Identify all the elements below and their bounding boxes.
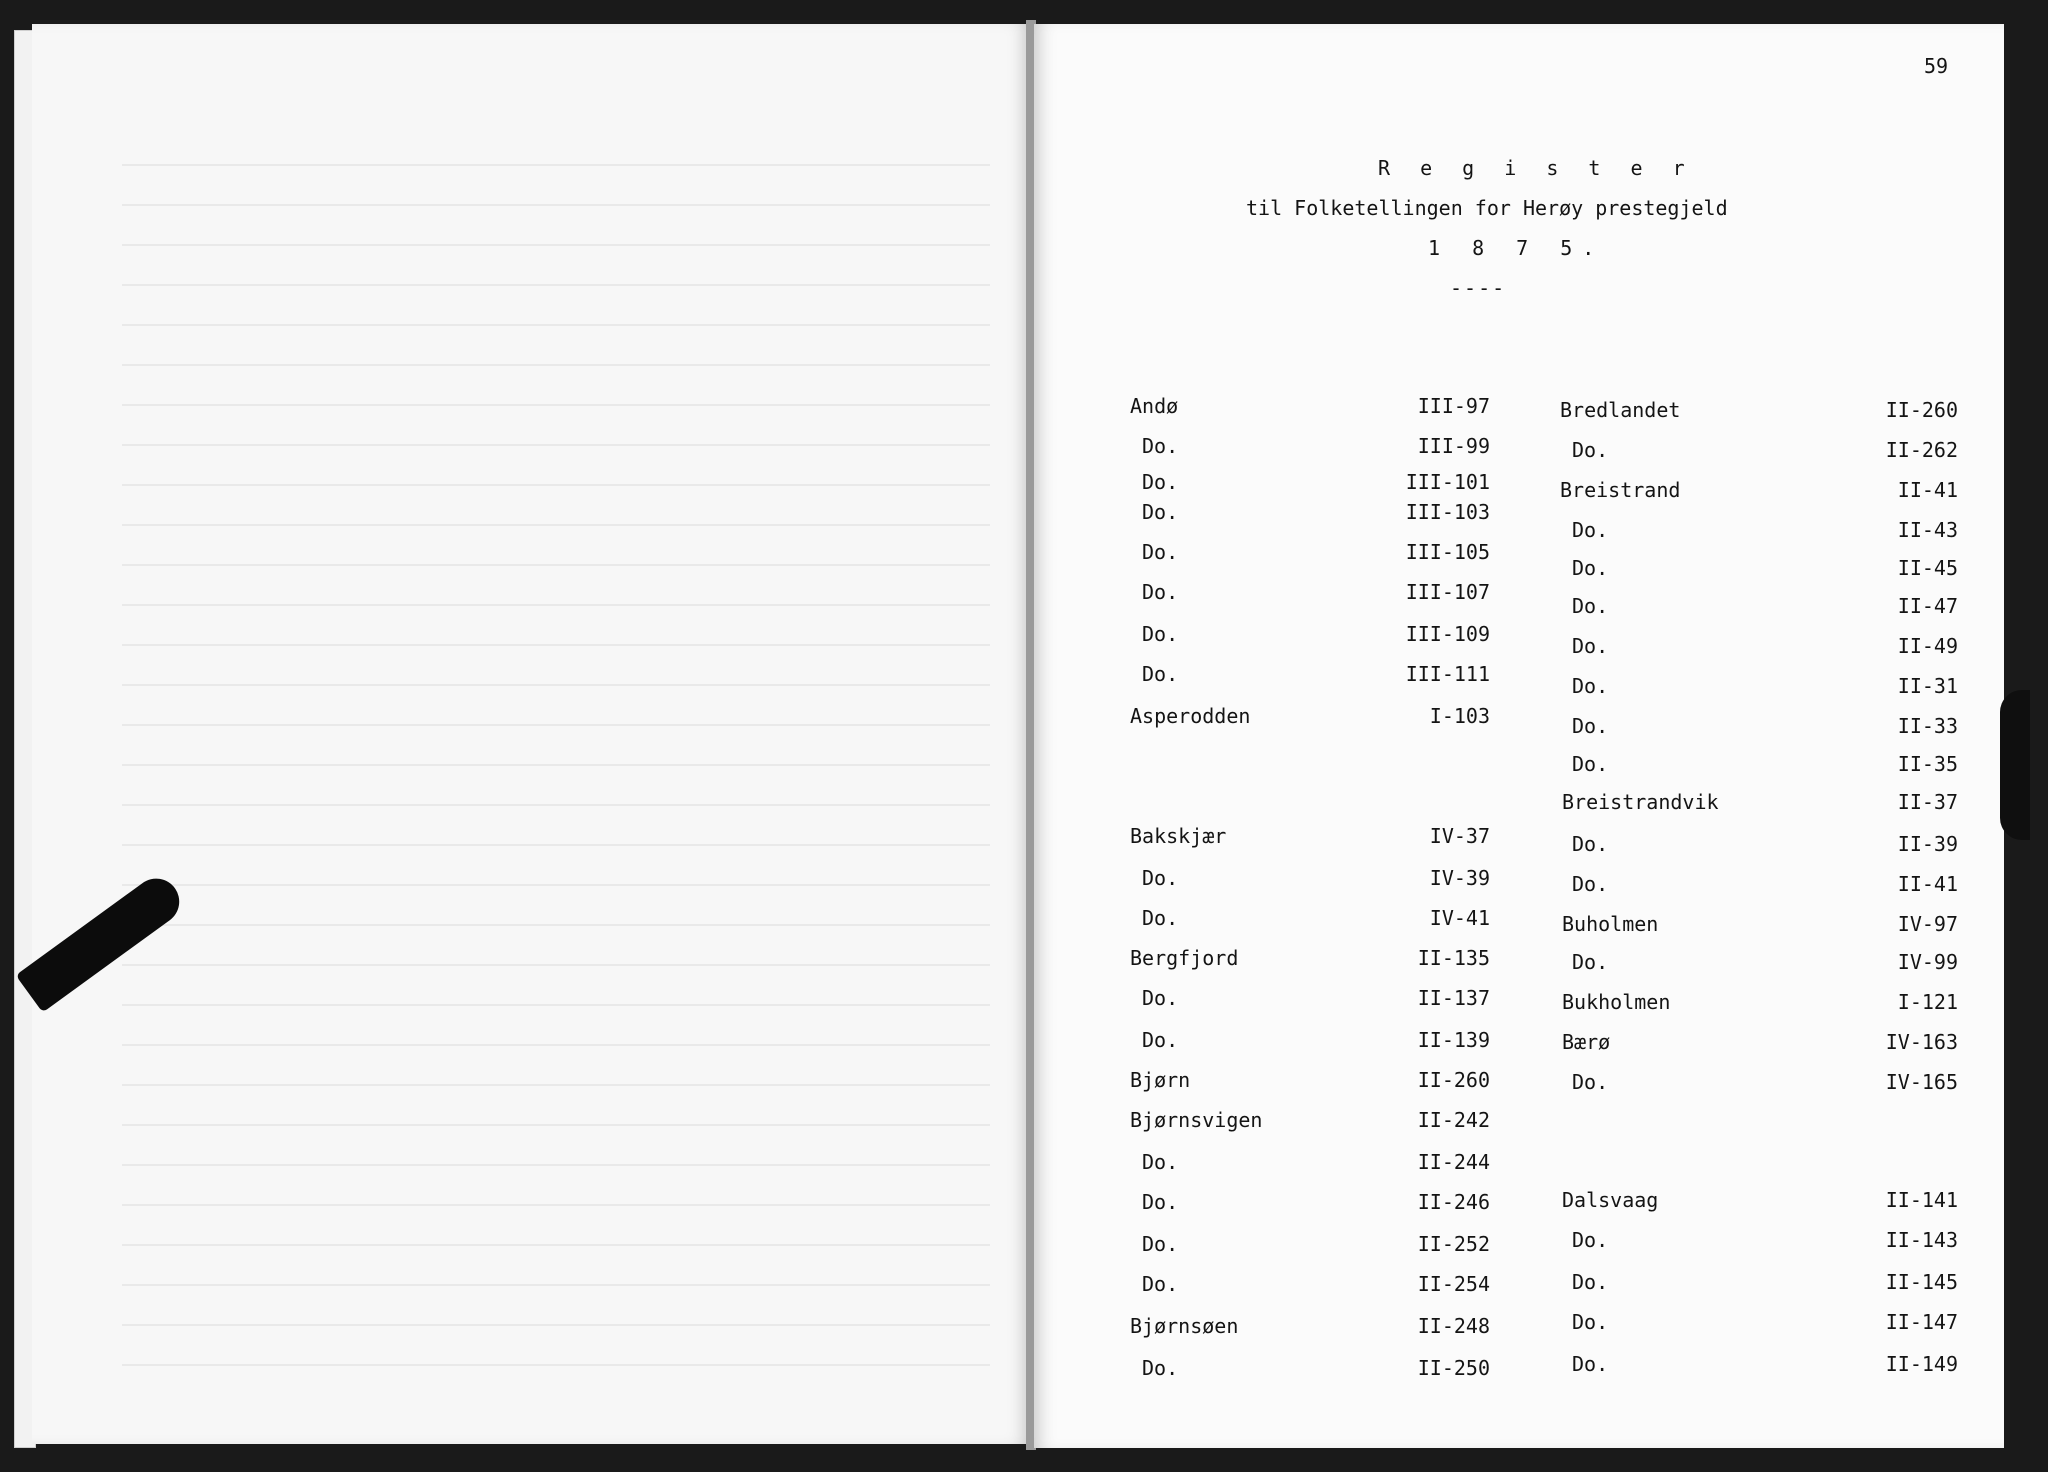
register-entry-reference: II-45	[1897, 556, 1958, 580]
register-entry-reference: III-109	[1405, 622, 1490, 646]
register-subtitle: til Folketellingen for Herøy prestegjeld	[1246, 196, 1728, 220]
page-tab	[2000, 690, 2030, 840]
register-entry-reference: II-47	[1897, 594, 1958, 618]
register-entry-reference: III-111	[1405, 662, 1490, 686]
register-entry-reference: II-43	[1897, 518, 1958, 542]
register-entry-name: Asperodden	[1130, 704, 1251, 728]
register-entry-name: Do.	[1142, 434, 1179, 458]
register-entry-reference: II-248	[1417, 1314, 1490, 1338]
register-entry-name: Do.	[1142, 470, 1179, 494]
register-entry-name: Bergfjord	[1130, 946, 1239, 970]
register-entry-reference: II-31	[1897, 674, 1958, 698]
page-number: 59	[1924, 54, 1949, 78]
register-entry-name: Do.	[1572, 1352, 1609, 1376]
register-entry-reference: III-107	[1405, 580, 1490, 604]
register-entry-reference: I-103	[1429, 704, 1490, 728]
register-entry-reference: II-41	[1897, 872, 1958, 896]
register-entry-name: Breistrand	[1560, 478, 1681, 502]
register-entry-name: Do.	[1142, 1190, 1179, 1214]
register-entry-name: Do.	[1142, 1232, 1179, 1256]
register-entry-name: Do.	[1572, 752, 1609, 776]
register-entry-name: Bjørn	[1130, 1068, 1191, 1092]
register-entry-name: Do.	[1142, 866, 1179, 890]
register-title: R e g i s t e r	[1378, 156, 1694, 180]
register-entry-name: Breistrandvik	[1562, 790, 1719, 814]
register-entry-name: Do.	[1572, 556, 1609, 580]
bleed-through-text	[32, 24, 1030, 1444]
register-entry-name: Bakskjær	[1130, 824, 1227, 848]
register-entry-reference: II-250	[1417, 1356, 1490, 1380]
register-entry-reference: II-39	[1897, 832, 1958, 856]
register-entry-reference: II-254	[1417, 1272, 1490, 1296]
register-entry-reference: IV-165	[1885, 1070, 1958, 1094]
register-entry-name: Dalsvaag	[1562, 1188, 1659, 1212]
register-entry-name: Do.	[1142, 540, 1179, 564]
register-entry-reference: III-101	[1405, 470, 1490, 494]
register-entry-reference: IV-39	[1429, 866, 1490, 890]
register-entry-name: Do.	[1142, 500, 1179, 524]
register-entry-name: Do.	[1572, 950, 1609, 974]
register-entry-name: Do.	[1142, 906, 1179, 930]
census-year: 1 8 7 5.	[1428, 236, 1605, 260]
register-entry-name: Do.	[1142, 622, 1179, 646]
register-entry-name: Do.	[1572, 714, 1609, 738]
register-entry-reference: II-33	[1897, 714, 1958, 738]
register-entry-name: Do.	[1142, 1150, 1179, 1174]
register-entry-name: Do.	[1572, 832, 1609, 856]
register-entry-reference: III-103	[1405, 500, 1490, 524]
register-entry-reference: II-37	[1897, 790, 1958, 814]
header-rule: ----	[1450, 276, 1507, 300]
register-entry-name: Do.	[1142, 580, 1179, 604]
register-entry-reference: II-137	[1417, 986, 1490, 1010]
register-entry-name: Do.	[1572, 1270, 1609, 1294]
register-entry-reference: II-246	[1417, 1190, 1490, 1214]
register-entry-name: Do.	[1572, 1310, 1609, 1334]
register-entry-reference: IV-99	[1897, 950, 1958, 974]
register-entry-reference: II-41	[1897, 478, 1958, 502]
register-entry-reference: II-145	[1885, 1270, 1958, 1294]
register-entry-name: Do.	[1572, 1228, 1609, 1252]
register-entry-reference: II-260	[1885, 398, 1958, 422]
register-entry-reference: II-260	[1417, 1068, 1490, 1092]
register-entry-reference: II-35	[1897, 752, 1958, 776]
register-entry-reference: III-99	[1417, 434, 1490, 458]
register-entry-reference: II-49	[1897, 634, 1958, 658]
register-entry-reference: II-147	[1885, 1310, 1958, 1334]
register-entry-name: Do.	[1142, 1272, 1179, 1296]
register-entry-name: Do.	[1572, 1070, 1609, 1094]
register-entry-name: Do.	[1572, 518, 1609, 542]
register-entry-name: Bjørnsvigen	[1130, 1108, 1263, 1132]
register-entry-name: Buholmen	[1562, 912, 1659, 936]
register-entry-reference: I-121	[1897, 990, 1958, 1014]
register-entry-name: Do.	[1572, 674, 1609, 698]
register-entry-name: Andø	[1130, 394, 1179, 418]
register-entry-name: Bjørnsøen	[1130, 1314, 1239, 1338]
register-entry-reference: II-242	[1417, 1108, 1490, 1132]
register-entry-name: Bukholmen	[1562, 990, 1671, 1014]
register-entry-reference: II-262	[1885, 438, 1958, 462]
register-entry-name: Do.	[1142, 986, 1179, 1010]
register-entry-reference: III-97	[1417, 394, 1490, 418]
register-entry-name: Do.	[1572, 872, 1609, 896]
register-entry-name: Bredlandet	[1560, 398, 1681, 422]
register-entry-reference: IV-97	[1897, 912, 1958, 936]
register-entry-reference: IV-41	[1429, 906, 1490, 930]
register-entry-reference: IV-37	[1429, 824, 1490, 848]
register-entry-name: Do.	[1572, 594, 1609, 618]
register-entry-reference: II-244	[1417, 1150, 1490, 1174]
register-entry-reference: II-252	[1417, 1232, 1490, 1256]
left-page	[32, 24, 1030, 1444]
register-entry-name: Do.	[1142, 1356, 1179, 1380]
register-entry-reference: II-149	[1885, 1352, 1958, 1376]
register-entry-reference: II-143	[1885, 1228, 1958, 1252]
register-entry-name: Do.	[1572, 634, 1609, 658]
register-entry-name: Bærø	[1562, 1030, 1611, 1054]
register-entry-name: Do.	[1142, 1028, 1179, 1052]
register-entry-reference: III-105	[1405, 540, 1490, 564]
register-entry-reference: II-135	[1417, 946, 1490, 970]
register-entry-reference: II-141	[1885, 1188, 1958, 1212]
register-entry-name: Do.	[1572, 438, 1609, 462]
register-entry-name: Do.	[1142, 662, 1179, 686]
register-entry-reference: II-139	[1417, 1028, 1490, 1052]
register-entry-reference: IV-163	[1885, 1030, 1958, 1054]
